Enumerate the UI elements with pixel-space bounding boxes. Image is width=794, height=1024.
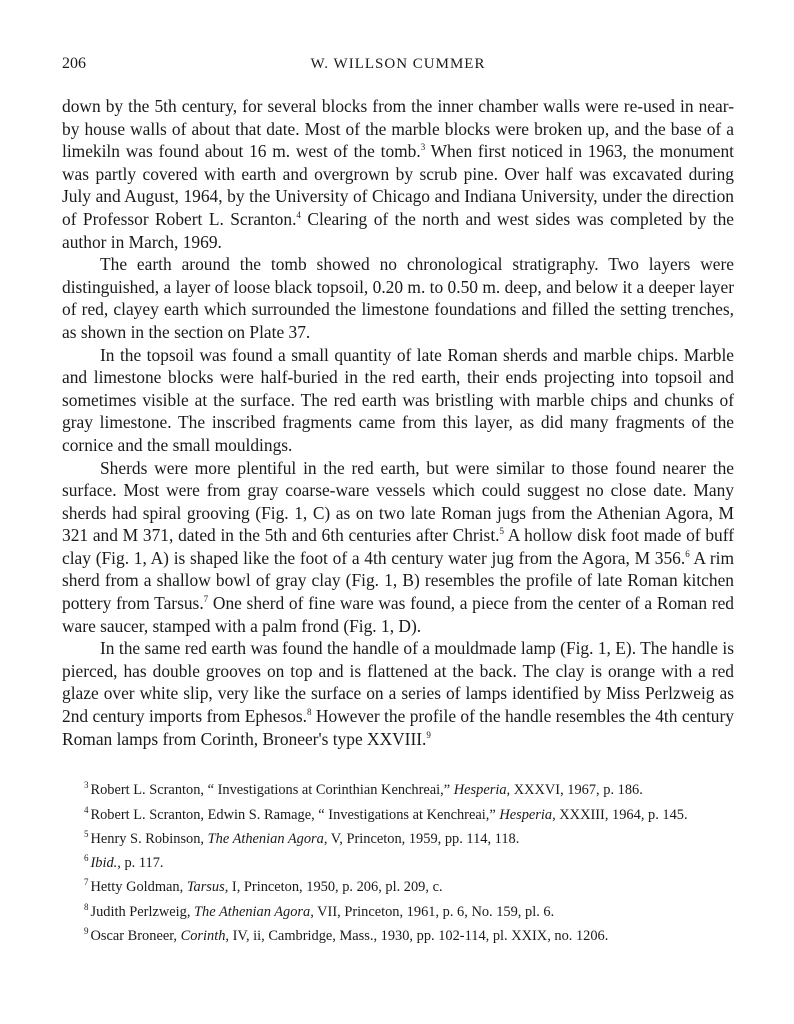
text-run: XXXVI, 1967, p. 186. — [510, 782, 643, 799]
italic-title: Tarsus, — [186, 879, 229, 896]
italic-title: Ibid., — [90, 854, 121, 871]
footnotes — [62, 776, 734, 946]
page-number: 206 — [62, 55, 86, 72]
footnote-number: 7 — [84, 877, 89, 888]
text-run: V, Princeton, 1959, pp. 114, 118. — [327, 830, 520, 847]
footnote — [62, 873, 734, 897]
paragraph — [62, 95, 734, 253]
footnote — [62, 849, 734, 873]
text-run: One sherd of fine ware was found, a piece from the center of a Roman red ware saucer, stamped with a palm frond (Fig. 1, D). — [62, 593, 734, 636]
text-run: IV, ii, Cambridge, Mass., 1930, pp. 102-114, pl. XXIX, no. 1206. — [229, 927, 609, 944]
paragraph — [62, 253, 734, 343]
text-run: XXXIII, 1964, p. 145. — [555, 806, 688, 823]
paragraph — [62, 457, 734, 638]
text-run: Sherds were more plentiful in the red earth, but were similar to those found nearer the surface. Most were from gray coarse-ware vessels which could suggest no close date. Many sherds had spiral grooving (Fig. 1, C) as on two late Roman jugs from the Athenian Agora, M 321 and M 371, dated in the 5th and 6th centuries after Christ. — [62, 457, 734, 546]
italic-title: The Athenian Agora, — [194, 903, 314, 920]
footnote-number: 5 — [84, 828, 89, 839]
footnote-reference: 6 — [685, 549, 690, 560]
footnote-number: 9 — [84, 926, 89, 936]
text-run: A hollow disk foot made of buff clay (Fig. 1, A) is shaped like the foot of a 4th century water jug from the Agora, M 356. — [62, 525, 734, 568]
text-run: Oscar Broneer, — [90, 927, 181, 944]
footnote-reference: 7 — [203, 594, 209, 605]
footnote-reference: 4 — [296, 210, 301, 221]
italic-title: Corinth, — [180, 927, 230, 944]
footnote-reference: 5 — [499, 526, 505, 537]
text-run: down by the 5th century, for several blocks from the inner chamber walls were re-used in near-by house walls of about that date. Most of the marble blocks were broken up, and the base of a limekiln was found about 16 m. west of the tomb. — [62, 96, 734, 162]
text-run: When first noticed in 1963, the monument was partly covered with earth and overgrown by scrub pine. Over half was excavated during July and August, 1964, by the University of Chicago and Indiana University, under the direction of Professor Robert L. Scranton. — [62, 141, 734, 229]
text-run: I, Princeton, 1950, p. 206, pl. 209, c. — [228, 879, 443, 896]
text-run: Henry S. Robinson, — [90, 830, 208, 847]
text-run: VII, Princeton, 1961, p. 6, No. 159, pl. 6. — [313, 903, 555, 920]
footnote-number: 4 — [84, 804, 89, 815]
document-page — [62, 55, 734, 946]
footnote — [62, 898, 734, 922]
paragraph — [62, 637, 734, 750]
text-run: Robert L. Scranton, Edwin S. Ramage, “ Investigations at Kenchreai,” — [90, 806, 500, 823]
text-run: Robert L. Scranton, “ Investigations at Corinthian Kenchreai,” — [90, 782, 454, 799]
italic-title: The Athenian Agora, — [207, 830, 328, 847]
text-run: Judith Perlzweig, — [90, 903, 195, 920]
text-run: Hetty Goldman, — [90, 879, 187, 896]
footnote — [62, 922, 734, 946]
footnote — [62, 825, 734, 849]
text-run: In the topsoil was found a small quantity of late Roman sherds and marble chips. Marble and limestone blocks were half-buried in the red earth, their ends projecting into topsoil and sometimes visible at the surface. The red earth was bristling with marble chips and chunks of gray limestone. The inscribed fragments came from this layer, as did many fragments of the cornice and the small mouldings. — [62, 344, 734, 455]
footnote — [62, 776, 734, 800]
footnote-reference: 9 — [426, 729, 431, 740]
footnote-number: 3 — [84, 780, 89, 791]
italic-title: Hesperia, — [499, 806, 556, 823]
text-run: The earth around the tomb showed no chronological stratigraphy. Two layers were distinguished, a layer of loose black topsoil, 0.20 m. to 0.50 m. deep, and below it a deeper layer of red, clayey earth which surrounded the limestone foundations and filled the setting trenches, as shown in the section on Plate 37. — [62, 254, 734, 342]
text-run: A rim sherd from a shallow bowl of gray clay (Fig. 1, B) resembles the profile of late Roman kitchen pottery from Tarsus. — [62, 547, 735, 614]
footnote-number: 8 — [84, 901, 89, 912]
page-header — [62, 55, 734, 85]
body-text — [62, 95, 734, 750]
footnote-number: 6 — [84, 853, 89, 864]
text-run: However the profile of the handle resembles the 4th century Roman lamps from Corinth, Broneer's type XXVIII. — [62, 706, 734, 749]
italic-title: Hesperia, — [453, 782, 511, 799]
running-head: W. WILLSON CUMMER — [310, 56, 486, 72]
footnote-reference: 3 — [420, 142, 426, 153]
text-run: p. 117. — [120, 854, 164, 871]
text-run: Clearing of the north and west sides was completed by the author in March, 1969. — [62, 208, 734, 252]
text-run: In the same red earth was found the handle of a mouldmade lamp (Fig. 1, E). The handle is pierced, has double grooves on top and is flattened at the back. The clay is orange with a red glaze over white slip, very like the surface on a series of lamps identified by Miss Perlzweig as 2nd century imports from Ephesos. — [62, 638, 734, 727]
footnote — [62, 801, 734, 825]
paragraph — [62, 344, 734, 457]
footnote-reference: 8 — [307, 707, 312, 718]
